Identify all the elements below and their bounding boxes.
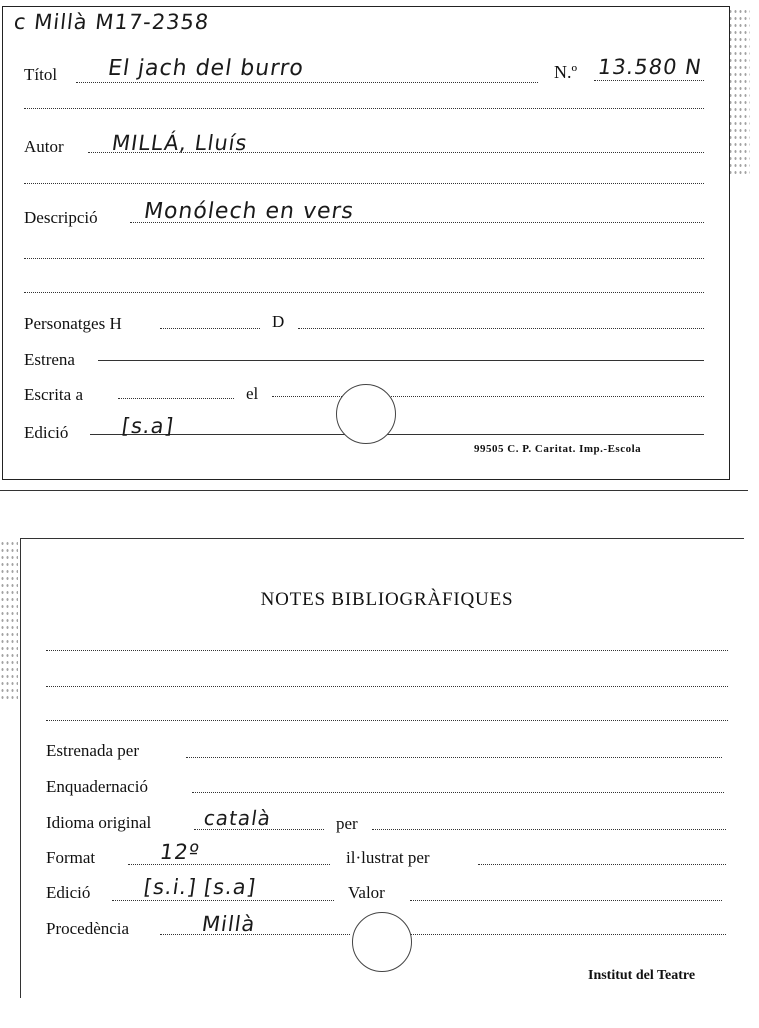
- format-line: [128, 864, 330, 865]
- idioma-label: Idioma original: [46, 813, 152, 832]
- estrena-line: [98, 360, 704, 361]
- titol-line-2: [24, 108, 704, 109]
- descripcio-value: Monólech en vers: [142, 199, 356, 224]
- edicio-bottom-line: [112, 900, 334, 901]
- institut-footer: Institut del Teatre: [588, 968, 696, 983]
- autor-label: Autor: [24, 137, 64, 156]
- enquadernacio-label: Enquadernació: [46, 777, 148, 796]
- descripcio-line-3: [24, 292, 704, 293]
- personatges-d-label: D: [272, 312, 285, 331]
- notes-line-3: [46, 720, 728, 721]
- valor-label: Valor: [348, 883, 385, 902]
- bottom-card-top-edge: [20, 538, 744, 539]
- titol-label: Títol: [24, 65, 58, 84]
- descripcio-line-2: [24, 258, 704, 259]
- notes-heading: NOTES BIBLIOGRÀFIQUES: [260, 589, 514, 610]
- notes-line-2: [46, 686, 728, 687]
- punch-hole-top: [336, 384, 396, 444]
- illustrat-line: [478, 864, 726, 865]
- edicio-line: [90, 434, 704, 435]
- procedencia-line: [160, 934, 350, 935]
- edicio-bottom-value: [s.i.] [s.a]: [142, 875, 258, 899]
- procedencia-label: Procedència: [46, 919, 130, 938]
- valor-line: [410, 900, 722, 901]
- escrita-label: Escrita a: [24, 385, 83, 404]
- procedencia-value: Millà: [200, 912, 258, 936]
- illustrat-label: il·lustrat per: [346, 848, 430, 867]
- numero-label: N.º: [554, 62, 578, 82]
- escrita-el-line: [272, 396, 704, 397]
- notes-line-1: [46, 650, 728, 651]
- personatges-d-line: [298, 328, 704, 329]
- numero-value: 13.580 N: [596, 55, 704, 79]
- idioma-value: català: [202, 806, 273, 830]
- numero-line: [594, 80, 704, 81]
- edicio-label: Edició: [24, 423, 69, 442]
- estrenada-label: Estrenada per: [46, 741, 139, 760]
- autor-value: MILLÁ, Lluís: [110, 131, 250, 155]
- edicio-value: [s.a]: [120, 414, 176, 438]
- scan-noise-left: [0, 540, 18, 700]
- procedencia-line-2: [410, 934, 726, 935]
- format-label: Format: [46, 848, 96, 867]
- idioma-per-label: per: [336, 814, 358, 833]
- escrita-line: [118, 398, 234, 399]
- scan-noise-right: [728, 8, 750, 178]
- titol-line: [76, 82, 538, 83]
- edicio-bottom-label: Edició: [46, 883, 91, 902]
- enquadernacio-line: [192, 792, 724, 793]
- estrenada-line: [186, 757, 722, 758]
- autor-line-2: [24, 183, 704, 184]
- escrita-el-label: el: [246, 384, 259, 403]
- personatges-label: Personatges H: [24, 314, 122, 333]
- format-value: 12º: [158, 840, 202, 864]
- catalog-mark: c Millà M17-2358: [12, 10, 211, 34]
- printer-mark: 99505 C. P. Caritat. Imp.-Escola: [474, 443, 642, 455]
- titol-value: El jach del burro: [106, 56, 306, 81]
- punch-hole-bottom: [352, 912, 412, 972]
- personatges-h-line: [160, 328, 260, 329]
- separator-line: [0, 490, 748, 491]
- descripcio-label: Descripció: [24, 208, 98, 227]
- idioma-per-line: [372, 829, 726, 830]
- estrena-label: Estrena: [24, 350, 75, 369]
